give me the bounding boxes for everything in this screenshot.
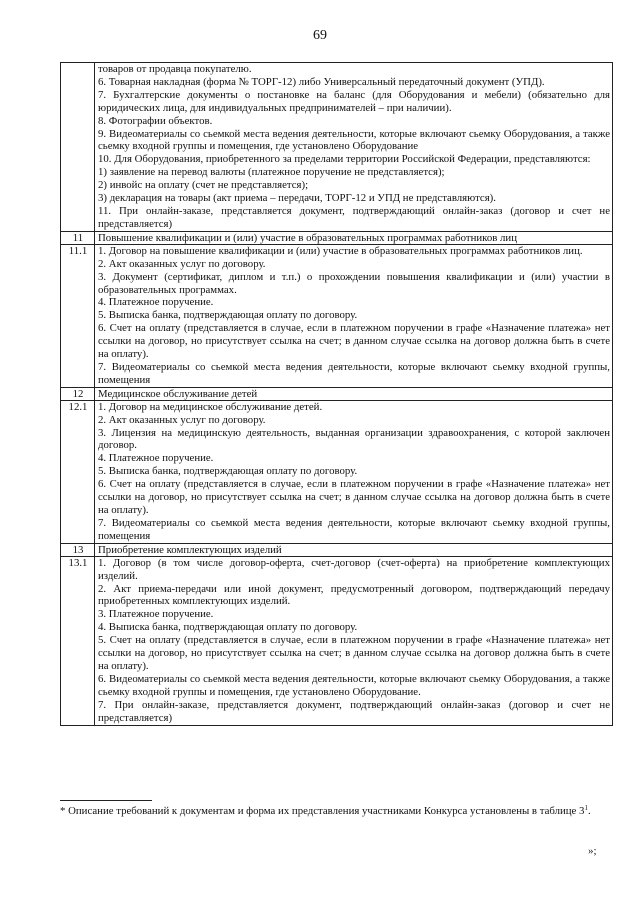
row-number: 13 (61, 543, 95, 556)
row-number: 11 (61, 231, 95, 244)
section-header-row (61, 387, 613, 400)
table-row (61, 244, 613, 387)
table-row (61, 63, 613, 232)
requirement-item: 7. При онлайн-заказе, представляется документ, подтверждающий онлайн-заказ (договор и счет не представляется) (98, 698, 610, 724)
footnote-tail: . (587, 805, 591, 817)
requirement-item: 7. Видеоматериалы со сьемкой места ведения деятельности, которые включают сьемку входной группы, помещения (98, 516, 610, 542)
requirement-item: 2. Акт оказанных услуг по договору. (98, 413, 266, 426)
requirement-item: 1. Договор (в том числе договор-оферта, счет-договор (счет-оферта) на приобретение комплектующих изделий. (98, 556, 610, 582)
row-number: 12 (61, 387, 95, 400)
section-title-text: Повышение квалификации и (или) участие в образовательных программах работников лиц (98, 231, 517, 244)
requirement-item: 3. Документ (сертификат, диплом и т.п.) о прохождении повышения квалификации и (или) участии в образовательных программах. (98, 270, 610, 296)
documents-table (60, 62, 613, 726)
requirement-item: 3) декларация на товары (акт приема – передачи, ТОРГ-12 и УПД не представляются). (98, 192, 496, 205)
requirement-item: 4. Платежное поручение. (98, 452, 214, 465)
requirement-item: 5. Счет на оплату (представляется в случае, если в платежном поручении в графе «Назначение платежа» нет ссылки на договор, но присутствует ссылка на счет; в данном случае ссылка на договор должна быть в счете на оплату). (98, 634, 610, 672)
requirement-item: 1) заявление на перевод валюты (платежное поручение не представляется); (98, 166, 445, 179)
requirement-item: 2) инвойс на оплату (счет не представляется); (98, 179, 309, 192)
requirement-item: 6. Видеоматериалы со сьемкой места ведения деятельности, которые включают сьемку Оборудования, а также сьемку входной группы и помещения, где установлено Оборудование. (98, 672, 610, 698)
table-row (61, 556, 613, 725)
document-requirements (95, 244, 613, 387)
requirement-item: 2. Акт оказанных услуг по договору. (98, 257, 266, 270)
section-title-text: Приобретение комплектующих изделий (98, 543, 282, 556)
requirement-item: 7. Бухгалтерские документы о постановке на баланс (для Оборудования и мебели) (обязательно для юридических лица, для индивидуальных предпринимателей – при наличии). (98, 88, 610, 114)
table-row (61, 400, 613, 543)
document-requirements (95, 556, 613, 725)
requirement-item: 4. Выписка банка, подтверждающая оплату по договору. (98, 621, 358, 634)
requirement-item: 3. Лицензия на медицинскую деятельность, выданная организации здравоохранения, с которой заключен договор. (98, 426, 610, 452)
requirement-item: 4. Платежное поручение. (98, 296, 214, 309)
section-title-text: Медицинское обслуживание детей (98, 387, 258, 400)
footnote (60, 805, 613, 818)
section-title (95, 543, 613, 556)
page-number: 69 (313, 28, 327, 43)
requirement-item: 7. Видеоматериалы со сьемкой места ведения деятельности, которые включают сьемку входной группы, помещения (98, 360, 610, 386)
requirement-item: 6. Счет на оплату (представляется в случае, если в платежном поручении в графе «Назначение платежа» нет ссылки на договор, но присутствует ссылка на счет; в данном случае ссылка на договор должна быть в счете на оплату). (98, 478, 610, 516)
requirement-item: 5. Выписка банка, подтверждающая оплату по договору. (98, 465, 358, 478)
footnote-divider (60, 800, 152, 801)
requirement-item: 8. Фотографии объектов. (98, 114, 213, 127)
requirement-item: товаров от продавца покупателю. (98, 63, 252, 75)
requirement-item: 2. Акт приема-передачи или иной документ, предусмотренный договором, подтверждающий передачу приобретенных комплектующих изделий. (98, 582, 610, 608)
section-title (95, 387, 613, 400)
document-requirements (95, 63, 613, 232)
requirement-item: 5. Выписка банка, подтверждающая оплату по договору. (98, 309, 358, 322)
section-title (95, 231, 613, 244)
documents-table-body (61, 63, 613, 726)
requirement-item: 11. При онлайн-заказе, представляется документ, подтверждающий онлайн-заказ (договор и счет не представляется) (98, 204, 610, 230)
closing-quote-mark: »; (588, 845, 597, 857)
footnote-text: * Описание требований к документам и форма их представления участниками Конкурса установлены в таблице 3 (60, 805, 585, 817)
footnote-superscript: 1 (584, 804, 588, 812)
document-requirements (95, 400, 613, 543)
requirement-item: 6. Счет на оплату (представляется в случае, если в платежном поручении в графе «Назначение платежа» нет ссылки на договор, но присутствует ссылка на счет; в данном случае ссылка на договор должна быть в счете на оплату). (98, 322, 610, 361)
requirement-item: 1. Договор на медицинское обслуживание детей. (98, 400, 323, 413)
row-number: 12.1 (61, 400, 95, 543)
requirement-item: 6. Товарная накладная (форма № ТОРГ-12) либо Универсальный передаточный документ (УПД). (98, 75, 545, 88)
requirement-item: 10. Для Оборудования, приобретенного за пределами территории Российской Федерации, представляются: (98, 153, 591, 166)
section-header-row (61, 543, 613, 556)
row-number: 13.1 (61, 556, 95, 725)
requirement-item: 3. Платежное поручение. (98, 608, 214, 621)
row-number: 11.1 (61, 244, 95, 387)
requirement-item: 1. Договор на повышение квалификации и (или) участие в образовательных программах работников лиц. (98, 244, 583, 257)
section-header-row (61, 231, 613, 244)
requirement-item: 9. Видеоматериалы со сьемкой места ведения деятельности, которые включают сьемку Оборудования, а также сьемку входной группы и помещения, где установлено Оборудование (98, 127, 610, 153)
row-number (61, 63, 95, 232)
